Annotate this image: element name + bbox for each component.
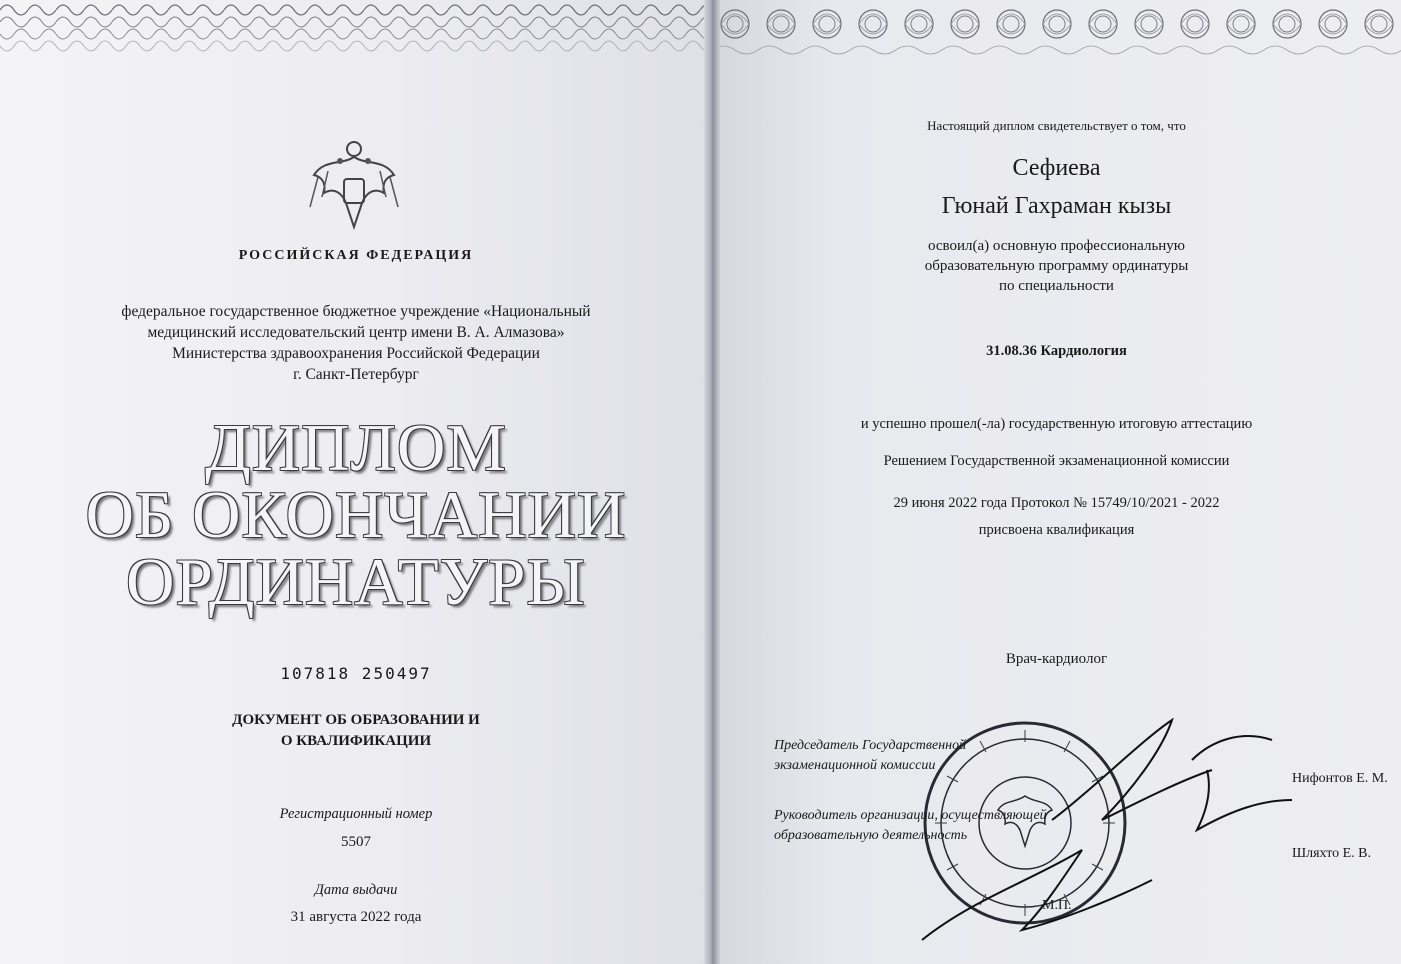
protocol-line: 29 июня 2022 года Протокол № 15749/10/2021 - 2022: [893, 495, 1220, 511]
document-type-line: ДОКУМЕНТ ОБ ОБРАЗОВАНИИ И: [232, 712, 480, 728]
chair-title-line: Председатель Государственной: [774, 738, 967, 753]
issue-date: 31 августа 2022 года: [290, 909, 422, 925]
title-line: ОРДИНАТУРЫ: [126, 545, 586, 619]
title-line: ОБ ОКОНЧАНИИ: [85, 478, 627, 552]
diploma-title: [0, 411, 712, 619]
institution-line: федеральное государственное бюджетное учреждение «Национальный: [121, 303, 591, 320]
decorative-border-top-left: [0, 0, 712, 58]
institution-line: Министерства здравоохранения Российской Федерации: [172, 345, 540, 362]
program-line: освоил(а) основную профессиональную: [927, 238, 1186, 254]
chair-title-line: экзаменационной комиссии: [774, 758, 936, 773]
document-type-line: О КВАЛИФИКАЦИИ: [280, 733, 432, 749]
registration-number: 5507: [341, 834, 371, 850]
federation-heading: РОССИЙСКАЯ ФЕДЕРАЦИЯ: [238, 248, 474, 263]
qualification-label: присвоена квалификация: [978, 522, 1135, 538]
qualification: Врач-кардиолог: [1005, 651, 1108, 667]
head-title-line: Руководитель организации, осуществляющей: [774, 808, 1047, 823]
attestation-statement: и успешно прошел(-ла) государственную итоговую аттестацию: [860, 416, 1253, 432]
institution-line: медицинский исследовательский центр имени В. А. Алмазова»: [147, 324, 565, 341]
document-type: [0, 710, 712, 752]
graduate-given-names: Гюнай Гахраман кызы: [941, 193, 1172, 219]
chair-name: Нифонтов Е. М.: [1292, 771, 1388, 786]
diploma-fold: [704, 0, 720, 964]
handwritten-signature-head: [912, 820, 1172, 960]
graduate-surname: Сефиева: [1012, 155, 1101, 181]
program-line: по специальности: [999, 278, 1114, 294]
specialty: 31.08.36 Кардиология: [986, 343, 1127, 359]
commission-decision: Решением Государственной экзаменационной комиссии: [883, 453, 1230, 469]
title-line: ДИПЛОМ: [205, 411, 507, 485]
head-title-line: образовательную деятельность: [774, 828, 968, 843]
decorative-border-top-right: [712, 0, 1401, 58]
certification-statement: Настоящий диплом свидетельствует о том, что: [927, 118, 1186, 133]
serial-number: 107818 250497: [280, 664, 432, 683]
program-statement: [712, 236, 1401, 296]
program-line: образовательную программу ординатуры: [924, 258, 1189, 274]
commission-chair-title: [774, 736, 966, 776]
registration-label: Регистрационный номер: [279, 806, 433, 822]
institution-city: г. Санкт-Петербург: [293, 366, 419, 383]
head-name: Шляхто Е. В.: [1292, 846, 1372, 861]
diploma-right-page: [712, 0, 1401, 964]
institution-name: [0, 301, 712, 385]
coat-of-arms-icon: [304, 137, 404, 237]
issue-date-label: Дата выдачи: [314, 882, 398, 898]
seal-mark: М.П.: [1042, 898, 1072, 913]
